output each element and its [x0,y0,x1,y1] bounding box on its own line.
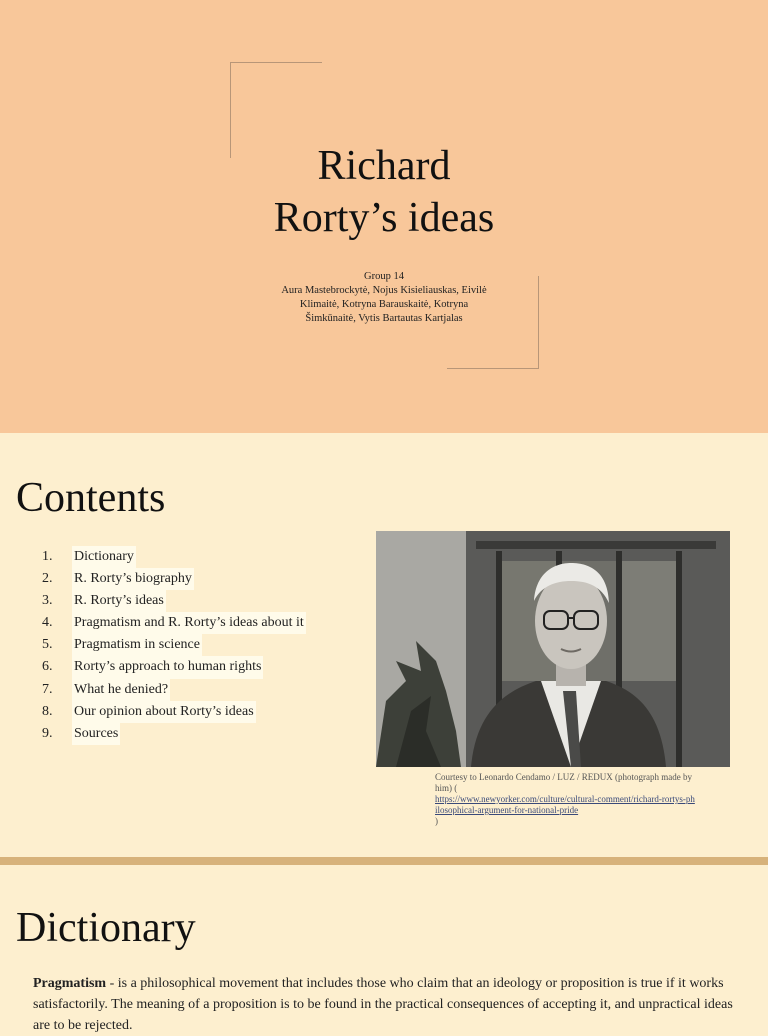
list-item: 2. R. Rorty’s biography [30,568,306,590]
definition-text: - is a philosophical movement that includes those who claim that an ideology or proposition is true if it works satisfactorily. The meaning of a proposition is to be found in the practical consequences of accepting it, and unpractical ideas are to be rejected. [33,976,733,1033]
list-item: 5. Pragmatism in science [30,634,306,656]
authors-line: Šimkūnaitė, Vytis Bartautas Kartjalas [305,313,463,324]
list-item: 8. Our opinion about Rorty’s ideas [30,701,306,723]
list-item: 3. R. Rorty’s ideas [30,590,306,612]
authors-line: Aura Mastebrockytė, Nojus Kisieliauskas, Eivilė [281,285,487,296]
list-item: 9. Sources [30,723,306,745]
title-slide [0,0,768,433]
presentation-title [0,140,768,244]
portrait-photo [376,531,730,767]
slide-divider [0,857,768,865]
source-link[interactable]: https://www.newyorker.com/culture/cultural-comment/richard-rortys-philosophical-argument-for-national-pride [435,794,695,815]
photo-caption: Courtesy to Leonardo Cendamo / LUZ / REDUX (photograph made by him) ( https://www.newyorker.com/culture/cultural-comment/richard-rortys-philosophical-argument-for-national-pride ) [435,772,695,826]
dictionary-slide [0,865,768,1033]
contents-slide [0,433,768,857]
authors-line: Klimaitė, Kotryna Barauskaitė, Kotryna [299,299,469,310]
list-item: 7. What he denied? [30,679,306,701]
list-item: 1. Dictionary [30,546,306,568]
definition-paragraph [33,973,743,1036]
definition-term: Pragmatism [33,976,107,991]
group-label: Group 14 [364,271,404,282]
title-line: Rorty’s ideas [273,195,495,241]
decorative-corner-line [230,62,322,63]
title-line: Richard [317,143,451,189]
list-item: 4. Pragmatism and R. Rorty’s ideas about it [30,612,306,634]
list-item: 6. Rorty’s approach to human rights [30,656,306,678]
authors-block [254,270,514,326]
dictionary-heading: Dictionary [16,905,196,951]
contents-heading: Contents [16,475,166,521]
decorative-corner-line [538,276,539,369]
contents-list [30,546,306,745]
decorative-corner-line [447,368,539,369]
